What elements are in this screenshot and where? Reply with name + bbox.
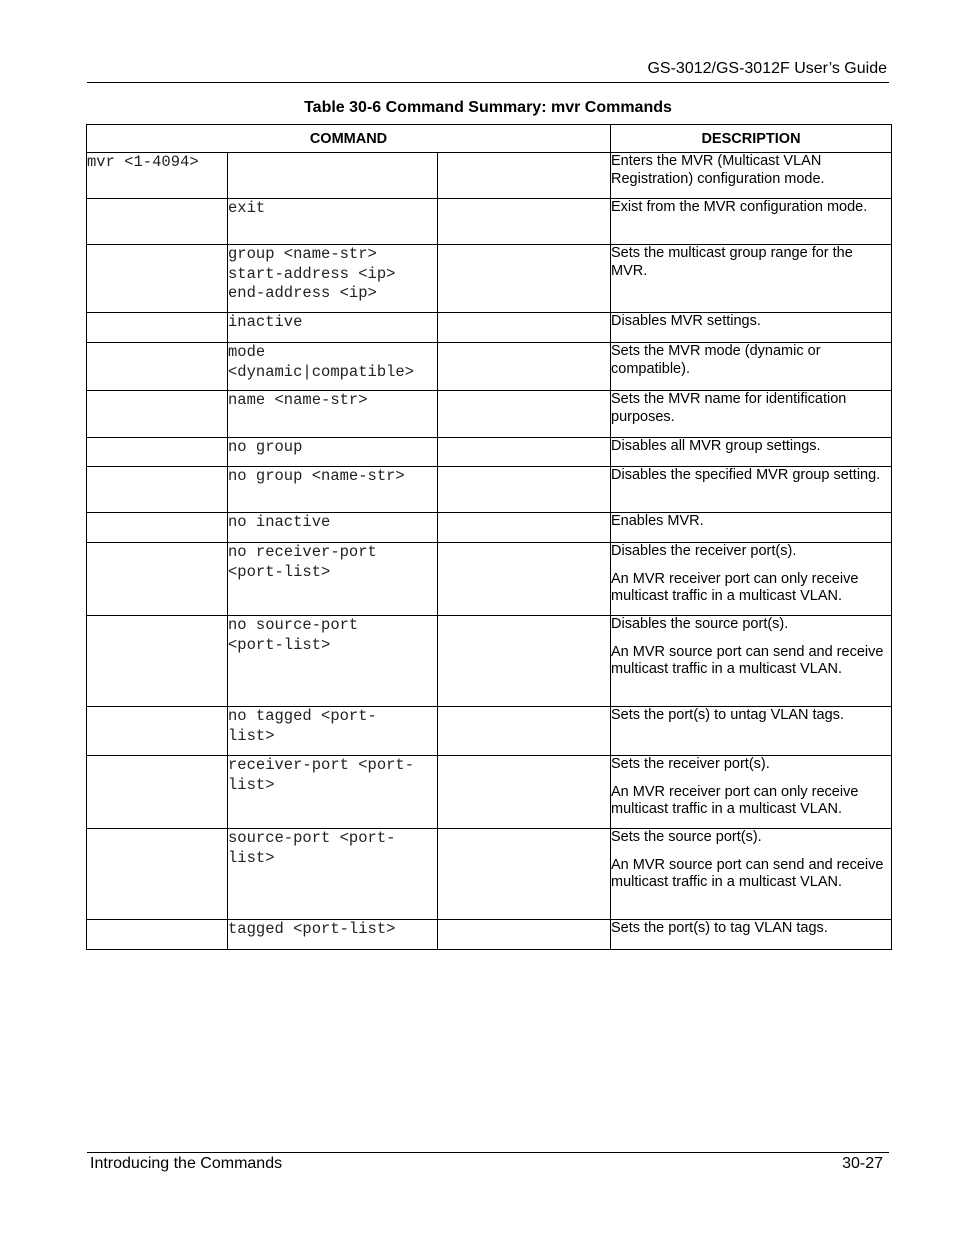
command-level-1 [87,391,228,438]
table-row [87,920,892,950]
command-level-3 [438,707,611,756]
description-text: Disables MVR settings. [611,313,761,329]
command-level-2: mode <dynamic|compatible> [228,343,438,391]
command-level-2: no tagged <port- list> [228,707,438,756]
command-level-2: no group <name-str> [228,467,438,513]
table-row [87,313,892,343]
command-description [611,467,892,513]
command-level-2: no receiver-port <port-list> [228,543,438,616]
description-text: Exist from the MVR configuration mode. [611,199,868,215]
command-level-3 [438,438,611,467]
description-text: An MVR source port can send and receive multicast traffic in a multicast VLAN. [611,643,884,677]
table-row [87,343,892,391]
table-row [87,616,892,707]
command-level-3 [438,756,611,829]
table-row [87,829,892,920]
command-level-1 [87,513,228,543]
command-description [611,438,892,467]
table-row [87,707,892,756]
command-level-2: inactive [228,313,438,343]
description-text: Sets the source port(s). [611,829,762,845]
description-text: An MVR source port can send and receive multicast traffic in a multicast VLAN. [611,856,884,890]
command-description [611,391,892,438]
command-description [611,245,892,313]
description-text: Disables all MVR group settings. [611,438,821,454]
description-text: Sets the MVR mode (dynamic or compatible). [611,343,821,377]
command-level-1 [87,616,228,707]
page-number: 30-27 [842,1155,883,1172]
command-level-2: no inactive [228,513,438,543]
command-level-3 [438,920,611,950]
table-row [87,199,892,245]
footer-section-title: Introducing the Commands [90,1155,283,1172]
table-header-row [87,125,892,153]
table-row [87,438,892,467]
command-description [611,153,892,199]
command-level-3 [438,245,611,313]
description-text: Sets the port(s) to untag VLAN tags. [611,707,844,723]
description-text: Disables the specified MVR group setting. [611,467,881,483]
description-text: An MVR receiver port can only receive multicast traffic in a multicast VLAN. [611,570,859,604]
command-description [611,920,892,950]
table-row [87,543,892,616]
description-text: Sets the receiver port(s). [611,756,770,772]
command-level-3 [438,391,611,438]
command-description [611,343,892,391]
description-text: An MVR receiver port can only receive multicast traffic in a multicast VLAN. [611,783,859,817]
command-level-1 [87,829,228,920]
command-level-1 [87,313,228,343]
command-level-1 [87,199,228,245]
command-description [611,543,892,616]
header-divider [87,82,889,83]
table-body [87,153,892,950]
command-summary-table [86,124,892,950]
description-text: Enables MVR. [611,513,704,529]
command-level-1 [87,920,228,950]
table-row [87,756,892,829]
command-level-1 [87,467,228,513]
table-row [87,391,892,438]
command-level-1 [87,707,228,756]
command-description [611,199,892,245]
command-level-3 [438,199,611,245]
description-text: Sets the MVR name for identification purposes. [611,391,847,425]
description-text: Enters the MVR (Multicast VLAN Registration) configuration mode. [611,153,825,187]
command-description [611,829,892,920]
command-level-1 [87,245,228,313]
document-title: GS-3012/GS-3012F User’s Guide [647,60,887,77]
command-level-2: exit [228,199,438,245]
command-level-3 [438,467,611,513]
command-level-3 [438,616,611,707]
command-level-2: no group [228,438,438,467]
command-level-2: no source-port <port-list> [228,616,438,707]
description-text: Sets the port(s) to tag VLAN tags. [611,920,828,936]
command-level-3 [438,543,611,616]
command-level-3 [438,343,611,391]
table-caption: Table 30-6 Command Summary: mvr Commands [304,99,672,116]
description-text: Disables the source port(s). [611,616,789,632]
command-description [611,707,892,756]
command-level-3 [438,313,611,343]
column-header-command: COMMAND [87,125,611,153]
command-level-1 [87,543,228,616]
command-description [611,313,892,343]
command-level-2: group <name-str> start-address <ip> end-address <ip> [228,245,438,313]
command-level-1 [87,438,228,467]
command-level-2: name <name-str> [228,391,438,438]
description-text: Disables the receiver port(s). [611,543,797,559]
table-row [87,245,892,313]
command-description [611,616,892,707]
table-row [87,467,892,513]
command-level-3 [438,829,611,920]
description-text: Sets the multicast group range for the MVR. [611,245,853,279]
column-header-description: DESCRIPTION [611,125,892,153]
command-level-1 [87,343,228,391]
command-level-3 [438,513,611,543]
command-description [611,513,892,543]
command-level-2 [228,153,438,199]
table-row [87,153,892,199]
command-level-1: mvr <1-4094> [87,153,228,199]
table-row [87,513,892,543]
command-description [611,756,892,829]
command-level-2: source-port <port- list> [228,829,438,920]
command-level-2: receiver-port <port- list> [228,756,438,829]
command-level-2: tagged <port-list> [228,920,438,950]
command-level-1 [87,756,228,829]
footer-divider [87,1152,889,1153]
command-level-3 [438,153,611,199]
